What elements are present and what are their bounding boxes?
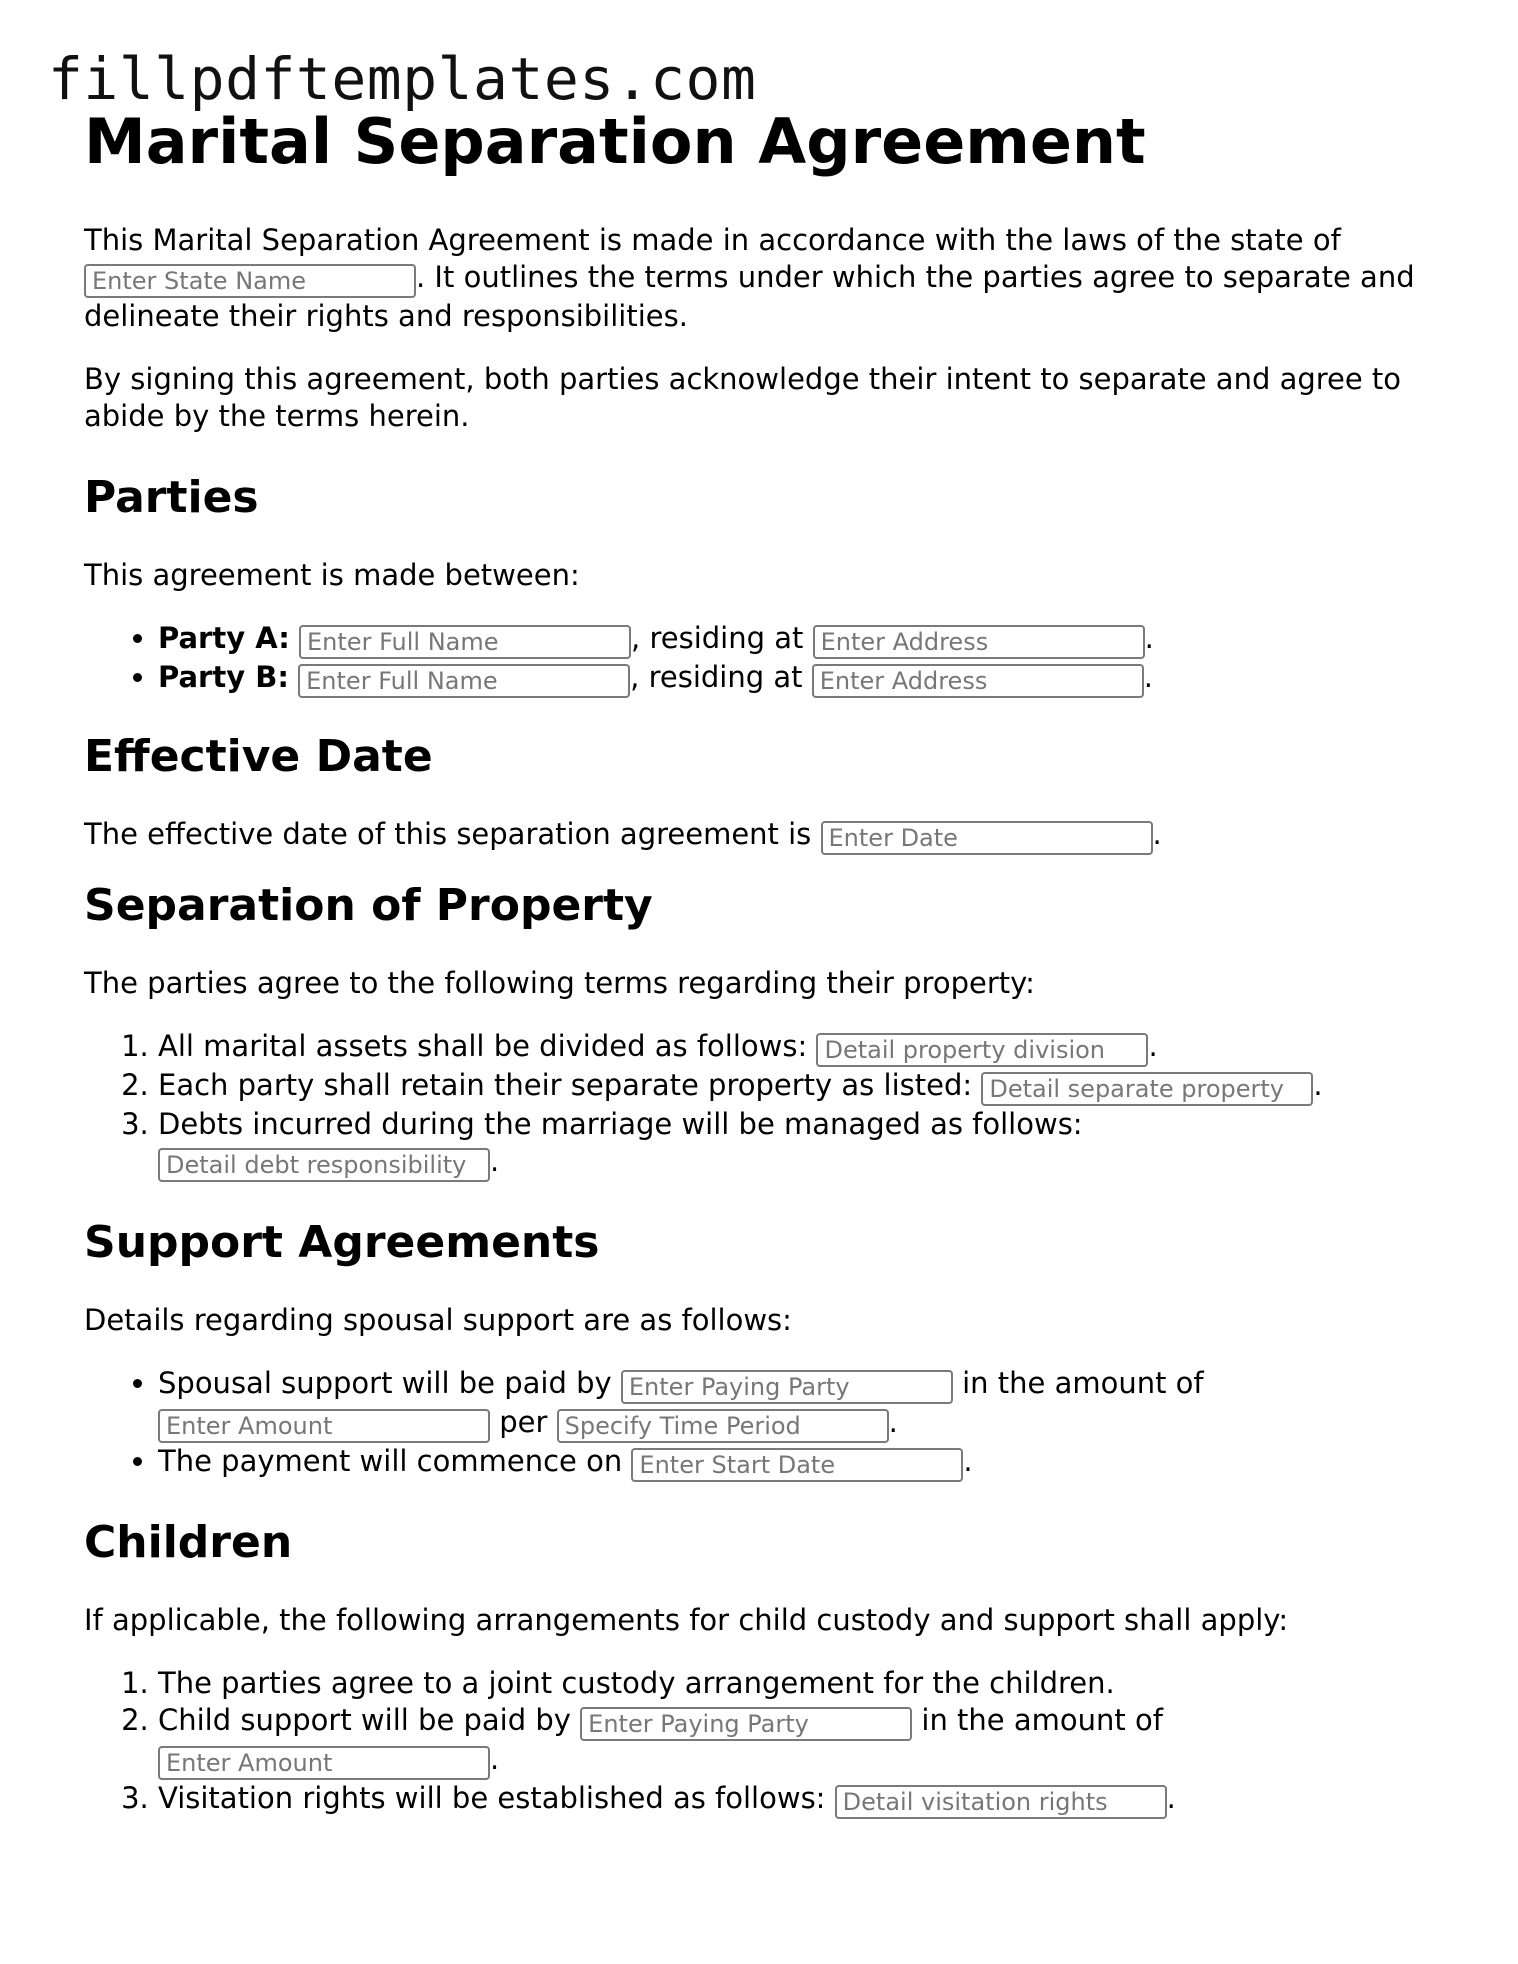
intro-paragraph <box>84 222 1434 335</box>
document-title: Marital Separation Agreement <box>84 105 1146 178</box>
period-text: . <box>1148 1029 1158 1063</box>
property-heading: Separation of Property <box>84 880 653 931</box>
period-text: . <box>888 1405 898 1439</box>
property-lead: The parties agree to the following terms regarding their property: <box>84 966 1035 1000</box>
parties-heading: Parties <box>84 472 259 523</box>
support-item-1-text: Spousal support will be paid by <box>158 1366 612 1400</box>
period-text: . <box>1143 660 1153 694</box>
children-item-3-text: Visitation rights will be established as follows: <box>158 1781 826 1815</box>
parties-lead: This agreement is made between: <box>84 558 580 592</box>
start-date-input[interactable] <box>631 1448 963 1482</box>
amount-text: in the amount of <box>962 1366 1204 1400</box>
child-paying-party-input[interactable] <box>580 1707 912 1741</box>
acknowledgement-paragraph: By signing this agreement, both parties acknowledge their intent to separate and agree to abide by the terms herein. <box>84 362 1402 433</box>
support-lead: Details regarding spousal support are as follows: <box>84 1303 792 1337</box>
intro-text-before: This Marital Separation Agreement is made in accordance with the laws of the state of <box>84 223 1341 257</box>
children-item-3 <box>158 1780 1434 1819</box>
spousal-paying-party-input[interactable] <box>621 1370 953 1404</box>
separate-property-input[interactable] <box>981 1072 1313 1106</box>
period-text: . <box>1313 1068 1323 1102</box>
support-item-2-text: The payment will commence on <box>158 1444 623 1478</box>
property-item-2-text: Each party shall retain their separate property as listed: <box>158 1068 973 1102</box>
party-a-name-input[interactable] <box>299 625 631 659</box>
property-section <box>84 879 1434 1182</box>
period-text: . <box>963 1444 973 1478</box>
effective-date-text: The effective date of this separation agreement is <box>84 817 812 851</box>
site-watermark: fillpdftemplates.com <box>48 45 757 113</box>
party-a-item <box>158 620 1434 659</box>
parties-section <box>84 471 1434 698</box>
parties-list <box>84 620 1434 698</box>
support-list <box>84 1365 1434 1482</box>
party-a-residing-text: , residing at <box>631 621 804 655</box>
per-text: per <box>499 1405 548 1439</box>
period-text: . <box>1144 621 1154 655</box>
period-text: . <box>1152 817 1162 851</box>
time-period-input[interactable] <box>557 1409 889 1443</box>
children-section <box>84 1516 1434 1819</box>
effective-date-heading: Effective Date <box>84 731 433 782</box>
child-amount-input[interactable] <box>158 1746 490 1780</box>
property-item-2 <box>158 1067 1434 1106</box>
support-heading: Support Agreements <box>84 1217 600 1268</box>
children-item-1: 1. The parties agree to a joint custody arrangement for the children. <box>158 1665 1434 1702</box>
effective-date-paragraph <box>84 816 1434 855</box>
period-text: . <box>1166 1781 1176 1815</box>
period-text: . <box>490 1742 500 1776</box>
property-division-input[interactable] <box>816 1033 1148 1067</box>
party-b-name-input[interactable] <box>298 664 630 698</box>
property-item-3-text: Debts incurred during the marriage will be managed as follows: <box>158 1107 1083 1141</box>
property-item-1 <box>158 1028 1434 1067</box>
party-b-address-input[interactable] <box>812 664 1144 698</box>
property-list <box>84 1028 1434 1182</box>
children-list <box>84 1665 1434 1819</box>
debt-responsibility-input[interactable] <box>158 1148 490 1182</box>
document-page <box>84 104 1434 1819</box>
party-a-address-input[interactable] <box>813 625 1145 659</box>
property-item-3 <box>158 1106 1434 1182</box>
children-item-2-text: Child support will be paid by <box>158 1703 571 1737</box>
period-text: . <box>490 1144 500 1178</box>
party-b-item <box>158 659 1434 698</box>
spousal-amount-input[interactable] <box>158 1409 490 1443</box>
support-item-1 <box>158 1365 1434 1443</box>
visitation-rights-input[interactable] <box>835 1785 1167 1819</box>
children-lead: If applicable, the following arrangements for child custody and support shall apply: <box>84 1603 1289 1637</box>
support-item-2 <box>158 1443 1434 1482</box>
children-heading: Children <box>84 1517 293 1568</box>
party-b-label: Party B: <box>158 660 289 694</box>
intro-text-after: . It outlines the terms under which the parties agree to separate and delineate their rights and responsibilities. <box>84 260 1415 333</box>
effective-date-input[interactable] <box>821 821 1153 855</box>
state-name-input[interactable] <box>84 264 416 298</box>
party-a-label: Party A: <box>158 621 290 655</box>
property-item-1-text: All marital assets shall be divided as follows: <box>158 1029 808 1063</box>
amount-text: in the amount of <box>921 1703 1163 1737</box>
party-b-residing-text: , residing at <box>630 660 803 694</box>
effective-date-section <box>84 730 1434 855</box>
children-item-2 <box>158 1702 1434 1780</box>
support-section <box>84 1216 1434 1482</box>
